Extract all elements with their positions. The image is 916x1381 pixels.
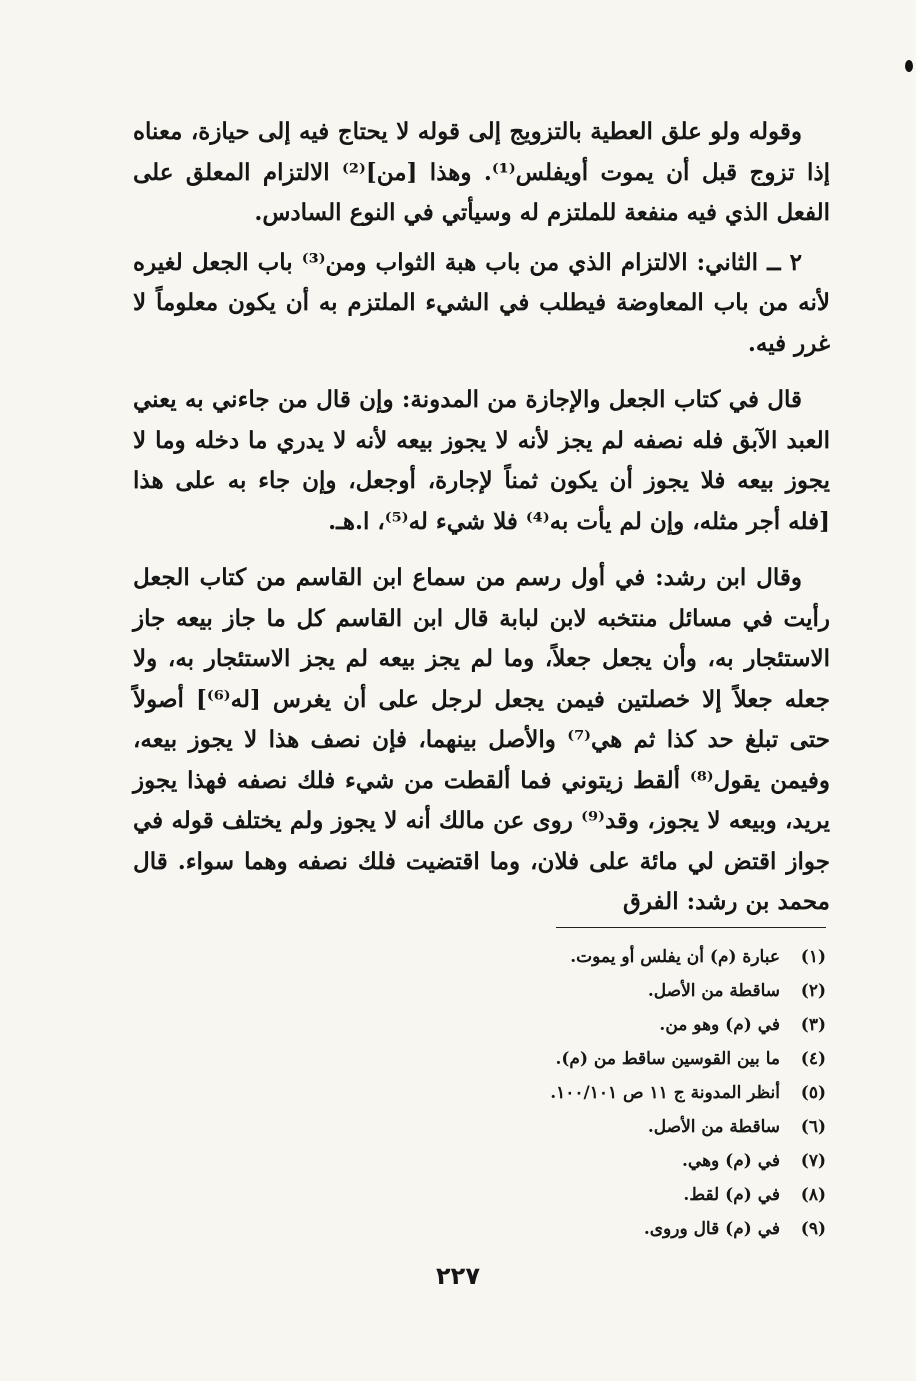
- footnote-4: [420, 1042, 826, 1076]
- paragraph-1: وقوله ولو علق العطية بالتزويج إلى قوله لا يحتاج فيه إلى حيازة، معناه إذا تزوج قبل أن يموت أويفلس⁽¹⁾. وهذا [من]⁽²⁾ الالتزام المعلق على الفعل الذي فيه منفعة للملتزم له وسيأتي في النوع السادس.: [133, 118, 831, 226]
- footnote-number: (٩): [800, 1219, 826, 1239]
- footnote-text: في (م) وهو من.: [659, 1015, 780, 1035]
- footnote-number: (٥): [800, 1083, 826, 1103]
- paragraph-4: وقال ابن رشد: في أول رسم من سماع ابن القاسم من كتاب الجعل رأيت في مسائل منتخبه لابن لبابة قال ابن القاسم كل ما جاز بيعه جاز الاستئجار به، وأن يجعل جعلاً، وما لم يجز بيعه لم يجز الاستئجار به، ولا جعله جعلاً إلا خصلتين فيمن يجعل لرجل على أن يغرس [له⁽⁶⁾] أصولاً حتى تبلغ حد كذا ثم هي⁽⁷⁾ والأصل بينهما، فإن نصف هذا لا يجوز بيعه، وفيمن يقول⁽⁸⁾ ألقط زيتوني فما ألقطت من شيء فلك نصفه فهذا يجوز يريد، وبيعه لا يجوز، وقد⁽⁹⁾ روى عن مالك أنه لا يجوز ولم يختلف قوله في جواز اقتض لي مائة على فلان، وما اقتضيت فلك نصفه وهما سواء. قال محمد بن رشد: الفرق: [133, 564, 831, 915]
- footnotes-list: [420, 940, 826, 1246]
- footnote-number: (٣): [800, 1015, 826, 1035]
- footnote-2: [420, 974, 826, 1008]
- paragraph-3: قال في كتاب الجعل والإجازة من المدونة: وإن قال من جاءني به يعني العبد الآبق فله نصفه لم يجز لأنه لا يجوز بيعه لأنه لا يدري ما دخله وما لا يجوز بيعه فلا يجوز أن يكون ثمناً لإجارة، أوجعل، وإن جاء به على هذا [فله أجر مثله، وإن لم يأت به⁽⁴⁾ فلا شيء له⁽⁵⁾، ا.هـ.: [133, 386, 830, 535]
- footnote-number: (٧): [800, 1151, 826, 1171]
- margin-mark: [905, 60, 913, 72]
- footnote-separator: [556, 927, 826, 928]
- footnote-1: [420, 940, 826, 974]
- footnote-7: [420, 1144, 826, 1178]
- footnote-text: عبارة (م) أن يفلس أو يموت.: [570, 947, 780, 967]
- footnote-9: [420, 1212, 826, 1246]
- footnote-text: ما بين القوسين ساقط من (م).: [555, 1049, 780, 1069]
- footnote-text: ساقطة من الأصل.: [647, 1117, 780, 1137]
- main-text: [133, 112, 830, 932]
- footnote-number: (٢): [800, 981, 826, 1001]
- paragraph-2: ٢ ــ الثاني: الالتزام الذي من باب هبة الثواب ومن⁽³⁾ باب الجعل لغيره لأنه من باب المعاوضة فيطلب في الشيء الملتزم به أن يكون معلوماً لا غرر فيه.: [133, 248, 830, 357]
- footnote-text: ساقطة من الأصل.: [647, 981, 780, 1001]
- footnote-text: في (م) وهي.: [681, 1151, 780, 1171]
- footnote-6: [420, 1110, 826, 1144]
- footnote-number: (٨): [800, 1185, 826, 1205]
- page-number: ٢٢٧: [436, 1262, 480, 1290]
- footnote-number: (٦): [800, 1117, 826, 1137]
- footnote-number: (٤): [800, 1049, 826, 1069]
- footnote-text: في (م) قال وروى.: [643, 1219, 780, 1239]
- footnote-text: في (م) لقط.: [683, 1185, 780, 1205]
- footnote-text: أنظر المدونة ج ١١ ص ١٠٠/١٠١.: [550, 1083, 780, 1103]
- footnote-5: [420, 1076, 826, 1110]
- footnote-3: [420, 1008, 826, 1042]
- footnote-number: (١): [800, 947, 826, 967]
- footnote-8: [420, 1178, 826, 1212]
